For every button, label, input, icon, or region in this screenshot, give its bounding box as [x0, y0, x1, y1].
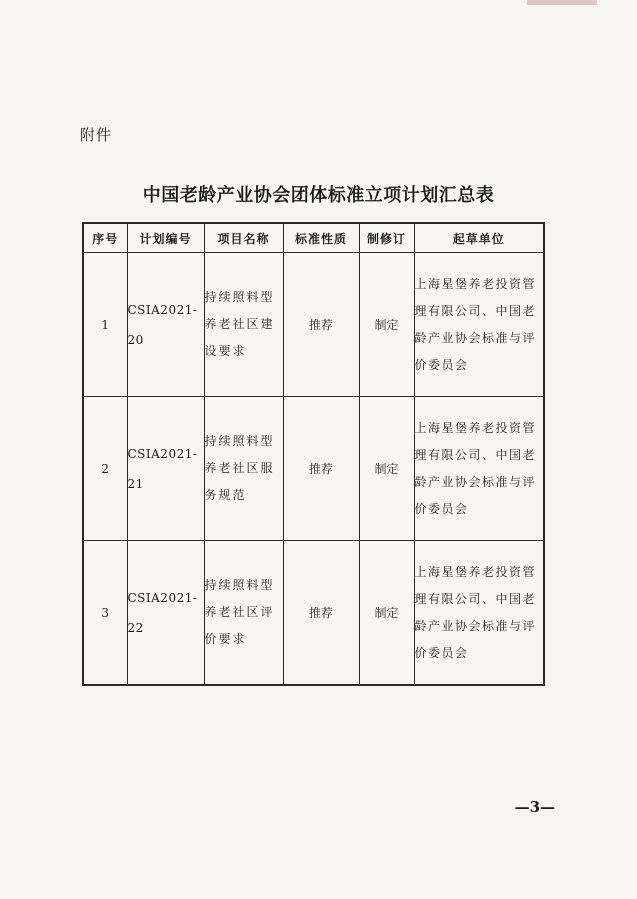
corner-mark: [527, 0, 597, 5]
document-title: 中国老龄产业协会团体标准立项计划汇总表: [142, 185, 495, 206]
cell-unit: [414, 253, 544, 397]
table-row: [83, 397, 544, 541]
cell-seq: 1: [83, 253, 127, 397]
name-text: 持续照料型养老社区评价要求: [204, 578, 275, 646]
code-text: CSIA2021-20: [127, 302, 198, 347]
header-unit: 起草单位: [414, 223, 544, 253]
cell-unit: [414, 397, 544, 541]
code-text: CSIA2021-21: [127, 446, 198, 491]
table-row: [83, 253, 544, 397]
name-text: 持续照料型养老社区服务规范: [204, 434, 275, 502]
code-text: CSIA2021-22: [127, 590, 198, 635]
cell-code: [127, 253, 204, 397]
cell-name: [204, 253, 283, 397]
cell-name: [204, 541, 283, 686]
cell-revision: 制定: [359, 397, 414, 541]
cell-name: [204, 397, 283, 541]
cell-code: [127, 397, 204, 541]
header-code: 计划编号: [127, 223, 204, 253]
name-text: 持续照料型养老社区建设要求: [204, 290, 275, 358]
header-revision: 制修订: [359, 223, 414, 253]
header-nature: 标准性质: [283, 223, 359, 253]
cell-seq: 2: [83, 397, 127, 541]
unit-text: 上海星堡养老投资管理有限公司、中国老龄产业协会标准与评价委员会: [414, 276, 537, 372]
cell-code: [127, 541, 204, 686]
cell-nature: 推荐: [283, 397, 359, 541]
unit-text: 上海星堡养老投资管理有限公司、中国老龄产业协会标准与评价委员会: [414, 564, 537, 660]
cell-nature: 推荐: [283, 253, 359, 397]
cell-revision: 制定: [359, 541, 414, 686]
header-seq: 序号: [83, 223, 127, 253]
page-number: —3—: [514, 798, 555, 816]
unit-text: 上海星堡养老投资管理有限公司、中国老龄产业协会标准与评价委员会: [414, 420, 537, 516]
table-row: [83, 541, 544, 686]
table-header-row: [83, 223, 544, 253]
cell-unit: [414, 541, 544, 686]
cell-seq: 3: [83, 541, 127, 686]
cell-revision: 制定: [359, 253, 414, 397]
attachment-label: 附件: [80, 126, 113, 144]
header-name: 项目名称: [204, 223, 283, 253]
cell-nature: 推荐: [283, 541, 359, 686]
standards-plan-table: [82, 222, 545, 686]
